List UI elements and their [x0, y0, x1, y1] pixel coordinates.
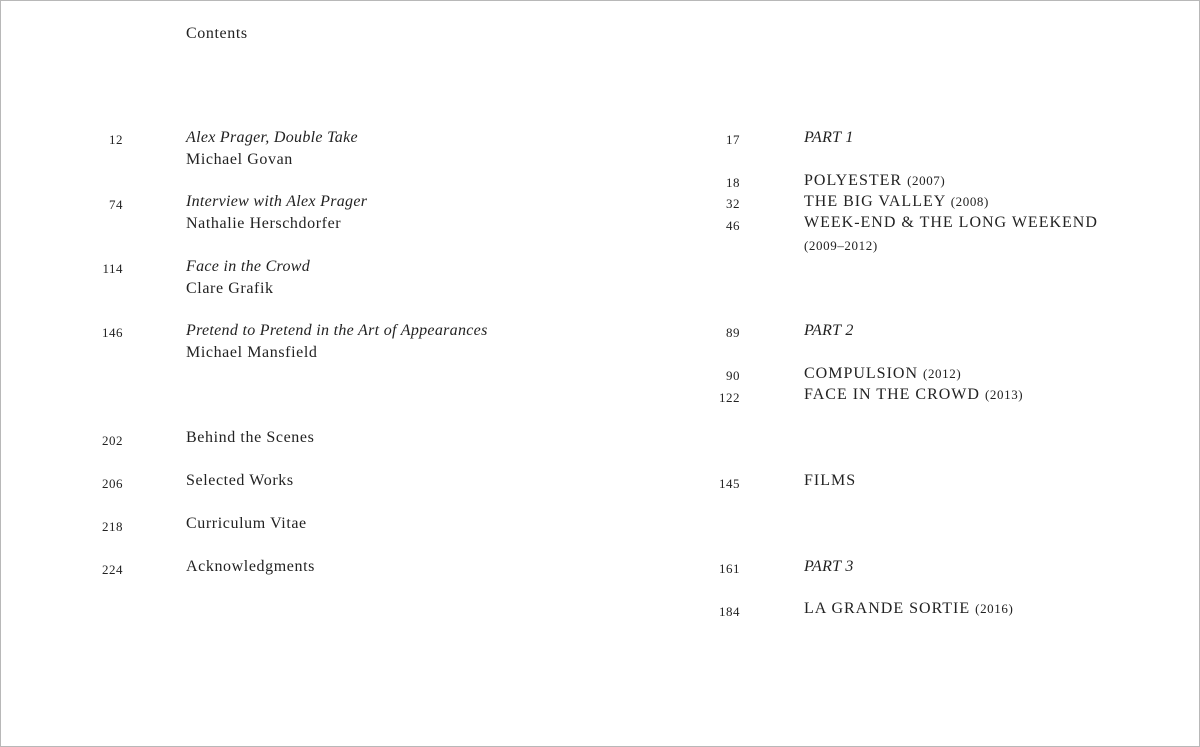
- series-name: THE BIG VALLEY: [804, 193, 946, 210]
- section-title: Curriculum Vitae: [186, 515, 307, 532]
- page-number: 18: [726, 175, 740, 190]
- essay-author: Clare Grafik: [186, 280, 274, 297]
- section-title: FILMS: [804, 472, 857, 489]
- series-year: (2016): [975, 601, 1014, 616]
- part-label: PART 3: [804, 558, 854, 575]
- section-title: Selected Works: [186, 472, 294, 489]
- essay-title: Pretend to Pretend in the Art of Appearances: [186, 322, 488, 339]
- part-label: PART 1: [804, 129, 854, 146]
- page-number: 224: [102, 562, 123, 577]
- page-number: 12: [109, 132, 123, 147]
- series-title: [804, 365, 961, 383]
- essay-author: Nathalie Herschdorfer: [186, 215, 342, 232]
- series-name: POLYESTER: [804, 172, 903, 189]
- series-name: LA GRANDE SORTIE: [804, 600, 971, 617]
- series-title: [804, 172, 945, 190]
- series-year: (2009–2012): [804, 238, 878, 253]
- page-number: 90: [726, 368, 740, 383]
- series-year: (2007): [907, 173, 946, 188]
- page-title: Contents: [186, 25, 248, 42]
- series-year: (2008): [950, 194, 989, 209]
- part-label: PART 2: [804, 322, 854, 339]
- page-number: 218: [102, 519, 123, 534]
- essay-title: Interview with Alex Prager: [186, 193, 368, 210]
- page-number: 89: [726, 325, 740, 340]
- essay-title: Face in the Crowd: [186, 258, 311, 275]
- page-number: 184: [719, 604, 740, 619]
- page-number: 161: [719, 561, 740, 576]
- series-name: FACE IN THE CROWD: [804, 386, 980, 403]
- essay-title: Alex Prager, Double Take: [186, 129, 358, 146]
- page-number: 202: [102, 433, 123, 448]
- section-title: Acknowledgments: [186, 558, 315, 575]
- series-title: [804, 600, 1013, 618]
- page-number: 122: [719, 390, 740, 405]
- essay-author: Michael Govan: [186, 151, 293, 168]
- page-number: 17: [726, 132, 740, 147]
- series-title: [804, 386, 1023, 404]
- section-title: Behind the Scenes: [186, 429, 315, 446]
- series-year: (2012): [923, 366, 962, 381]
- page-number: 206: [102, 476, 123, 491]
- page-number: 145: [719, 476, 740, 491]
- series-year: (2013): [984, 387, 1024, 402]
- page-number: 146: [102, 325, 123, 340]
- essay-author: Michael Mansfield: [186, 344, 318, 361]
- page-number: 32: [726, 196, 740, 211]
- series-title: WEEK-END & THE LONG WEEKEND: [804, 214, 1098, 231]
- page-number: 46: [726, 218, 740, 233]
- page-number: 74: [109, 197, 123, 212]
- series-name: COMPULSION: [804, 365, 919, 382]
- page-number: 114: [102, 261, 123, 276]
- series-title: [804, 193, 989, 211]
